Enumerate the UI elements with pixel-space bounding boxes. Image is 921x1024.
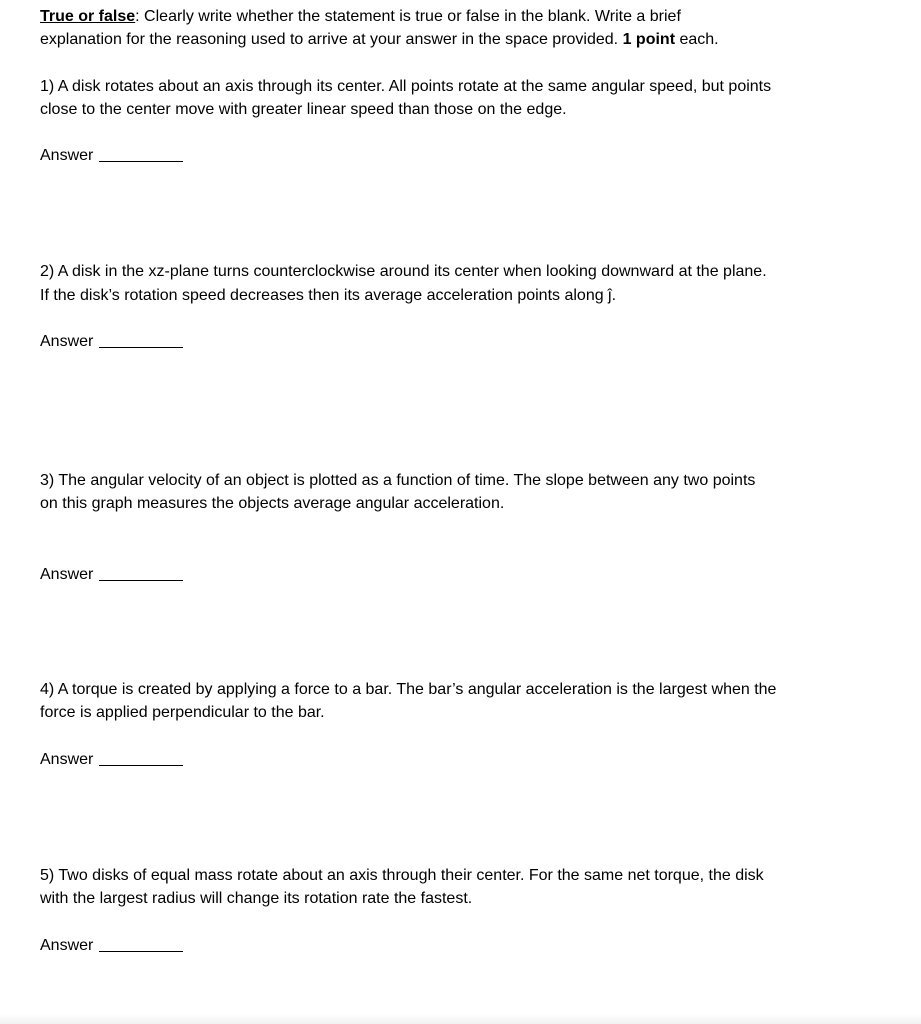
question-1-line-2: close to the center move with greater linear speed than those on the edge.: [40, 101, 567, 118]
instructions-text-2: explanation for the reasoning used to arrive at your answer in the space provided.: [40, 31, 623, 48]
question-3-line-1: 3) The angular velocity of an object is plotted as a function of time. The slope between any two points: [40, 472, 756, 489]
answer-blank[interactable]: [99, 764, 183, 766]
question-4-line-2: force is applied perpendicular to the bar.: [40, 704, 325, 721]
question-2-line-1: 2) A disk in the xz-plane turns counterclockwise around its center when looking downward at the plane.: [40, 263, 767, 280]
page-bottom-edge: [0, 1014, 921, 1024]
answer-label: Answer: [40, 751, 94, 768]
question-3-answer: [40, 564, 183, 586]
instructions-text-1: Clearly write whether the statement is true or false in the blank. Write a brief: [139, 8, 681, 25]
answer-label: Answer: [40, 147, 94, 164]
true-or-false-heading: True or false: [40, 8, 136, 25]
points-label: 1 point: [622, 31, 676, 48]
question-1-answer: [40, 145, 183, 167]
question-5-answer: [40, 935, 183, 957]
instructions-line-2: [40, 29, 719, 51]
answer-label: Answer: [40, 566, 94, 583]
question-5-line-1: 5) Two disks of equal mass rotate about an axis through their center. For the same net torque, the disk: [40, 867, 764, 884]
answer-blank[interactable]: [99, 950, 183, 952]
answer-label: Answer: [40, 937, 94, 954]
question-4-answer: [40, 749, 183, 771]
question-1-line-1: 1) A disk rotates about an axis through its center. All points rotate at the same angular speed, but points: [40, 78, 772, 95]
points-each: each.: [675, 31, 719, 48]
answer-blank[interactable]: [99, 346, 183, 348]
heading-colon: :: [135, 8, 140, 25]
answer-label: Answer: [40, 333, 94, 350]
answer-blank[interactable]: [99, 579, 183, 581]
question-2-answer: [40, 331, 183, 353]
instructions-line-1: [40, 6, 681, 28]
question-4-line-1: 4) A torque is created by applying a force to a bar. The bar’s angular acceleration is the largest when the: [40, 681, 777, 698]
question-3-line-2: on this graph measures the objects average angular acceleration.: [40, 495, 505, 512]
question-5-line-2: with the largest radius will change its rotation rate the fastest.: [40, 890, 473, 907]
question-2-line-2: If the disk’s rotation speed decreases then its average acceleration points along ĵ.: [40, 287, 617, 304]
answer-blank[interactable]: [99, 160, 183, 162]
